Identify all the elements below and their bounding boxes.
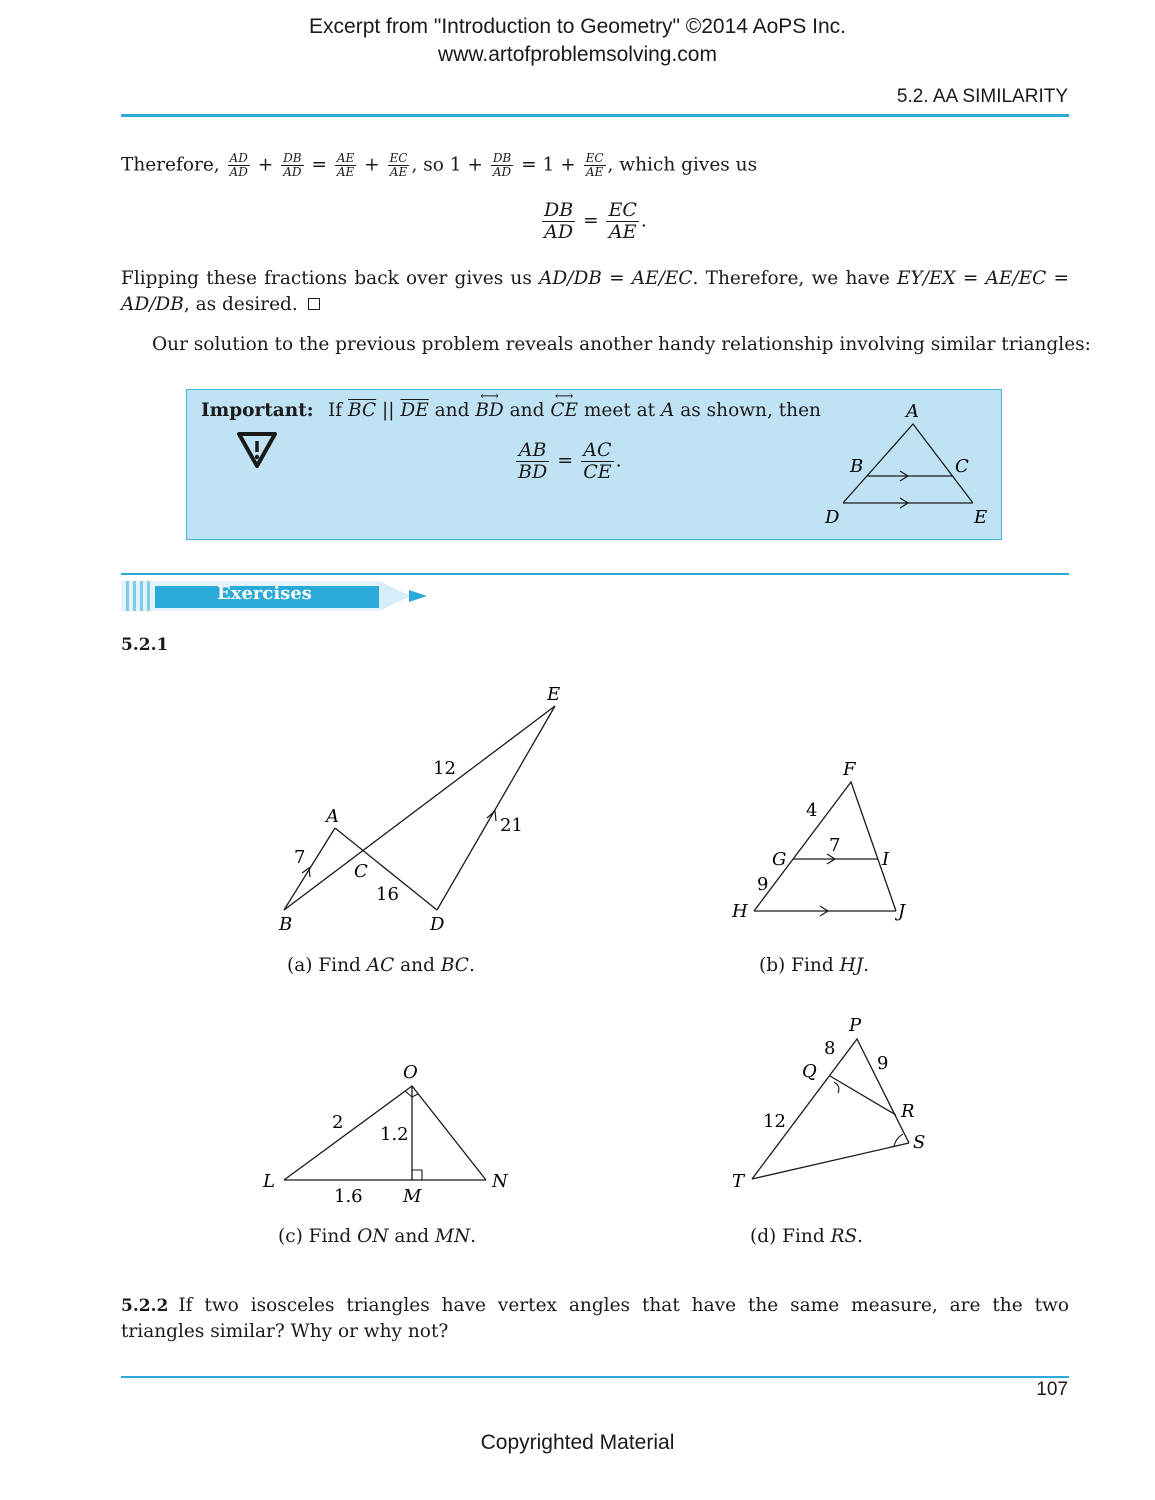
d-len-pq: 8 <box>824 1038 836 1059</box>
d-label-t: T <box>732 1171 745 1192</box>
exercises-title: Exercises <box>217 583 312 604</box>
line-bd: BD ⟷ <box>475 389 504 421</box>
frac-db-ad-2: $\frac{DB}{AD}$ <box>492 151 512 180</box>
line-ce: CE ⟷ <box>550 389 578 421</box>
section-title: 5.2. AA SIMILARITY <box>896 86 1068 107</box>
frac-ec-ae: $\frac{EC}{AE}$ <box>389 151 408 180</box>
exercise-5-2-1-number: 5.2.1 <box>121 635 169 655</box>
c-label-n: N <box>492 1171 508 1192</box>
d-len-pr: 9 <box>877 1053 889 1074</box>
a-len-cd: 16 <box>376 884 399 905</box>
caption-b: (b) Find HJ. <box>759 955 870 976</box>
figure-d <box>720 1005 950 1205</box>
b-len-gh: 9 <box>757 874 769 895</box>
a-label-b: B <box>279 914 293 935</box>
d-label-r: R <box>901 1101 915 1122</box>
important-box <box>186 389 1002 540</box>
b-label-h: H <box>732 901 748 922</box>
frac-ec-ae-2: $\frac{EC}{AE}$ <box>585 151 604 180</box>
b-label-j: J <box>898 901 906 922</box>
qed-box-icon <box>308 298 320 310</box>
a-label-a: A <box>326 806 339 827</box>
frac-ad-ad: $\frac{AD}{AD}$ <box>229 151 248 180</box>
c-label-m: M <box>403 1186 422 1207</box>
d-label-s: S <box>913 1132 926 1153</box>
label-c: C <box>955 456 969 477</box>
c-len-lm: 1.6 <box>334 1186 363 1207</box>
important-statement: If $\overline{BC}$ || $\overline{DE}$ and BD ⟷ and CE ⟷ meet at A as shown, then <box>328 389 821 421</box>
b-len-fg: 4 <box>806 800 818 821</box>
b-label-f: F <box>843 759 856 780</box>
solution-paragraph: Our solution to the previous problem reveals another handy relationship involving similar triangles: <box>152 334 1091 355</box>
display-equation: $\frac{DB}{AD}$ = $\frac{EC}{AE}$ . <box>544 199 647 243</box>
c-label-l: L <box>263 1171 275 1192</box>
important-label: Important: <box>201 400 314 421</box>
important-equation: $\frac{AB}{BD}$ = $\frac{AC}{CE}$ . <box>518 439 622 483</box>
label-b: B <box>850 456 864 477</box>
a-label-d: D <box>430 914 445 935</box>
figure-c <box>250 1050 540 1220</box>
a-len-ed: 21 <box>500 815 523 836</box>
label-e: E <box>974 507 988 528</box>
caption-d: (d) Find RS. <box>750 1226 864 1247</box>
excerpt-title: Excerpt from "Introduction to Geometry" ©2014 AoPS Inc. <box>309 15 846 38</box>
copyright-notice: Copyrighted Material <box>480 1431 675 1454</box>
label-d: D <box>825 507 840 528</box>
caption-a: (a) Find AC and BC. <box>287 955 475 976</box>
exercise-5-2-2-text: If two isosceles triangles have vertex angles that have the same measure, are the two triangles similar? Why or why not? <box>121 1295 1069 1342</box>
b-len-gi: 7 <box>829 835 841 856</box>
exercise-5-2-2-number: 5.2.2 <box>121 1296 169 1316</box>
c-label-o: O <box>403 1062 418 1083</box>
website-url[interactable]: www.artofproblemsolving.com <box>438 43 717 66</box>
a-label-e: E <box>547 684 561 705</box>
footer-rule <box>121 1376 1069 1378</box>
b-label-g: G <box>772 849 787 870</box>
frac-ae-ae: $\frac{AE}{AE}$ <box>336 151 355 180</box>
warning-icon <box>235 430 279 470</box>
label-a: A <box>906 401 919 422</box>
d-len-qt: 12 <box>763 1111 786 1132</box>
d-label-q: Q <box>802 1061 817 1082</box>
c-len-lo: 2 <box>332 1112 344 1133</box>
page-number: 107 <box>1036 1379 1068 1400</box>
a-len-ab: 7 <box>294 847 306 868</box>
therefore-line: Therefore, $\frac{AD}{AD}$ + $\frac{DB}{AD}$ = $\frac{AE}{AE}$ + $\frac{EC}{AE}$ , so 1 + $\frac{DB}{AD}$ = 1 + $\frac{EC}{AE}$ , which gives us <box>121 151 758 180</box>
frac-db-ad: $\frac{DB}{AD}$ <box>283 151 302 180</box>
exercise-5-2-2 <box>121 1293 1069 1345</box>
flip-paragraph: Flipping these fractions back over gives us AD/DB = AE/EC. Therefore, we have EY/EX = AE/EC = AD/DB, as desired. <box>121 268 1069 315</box>
figure-b <box>720 755 930 945</box>
a-len-ce: 12 <box>433 758 456 779</box>
d-label-p: P <box>849 1015 862 1036</box>
figure-a <box>250 670 590 950</box>
b-label-i: I <box>882 849 890 870</box>
important-triangle-diagram <box>807 390 997 540</box>
a-label-c: C <box>354 861 368 882</box>
exercises-rule <box>121 573 1069 575</box>
c-len-om: 1.2 <box>380 1124 409 1145</box>
header-rule <box>121 114 1069 117</box>
caption-c: (c) Find ON and MN. <box>278 1226 477 1247</box>
